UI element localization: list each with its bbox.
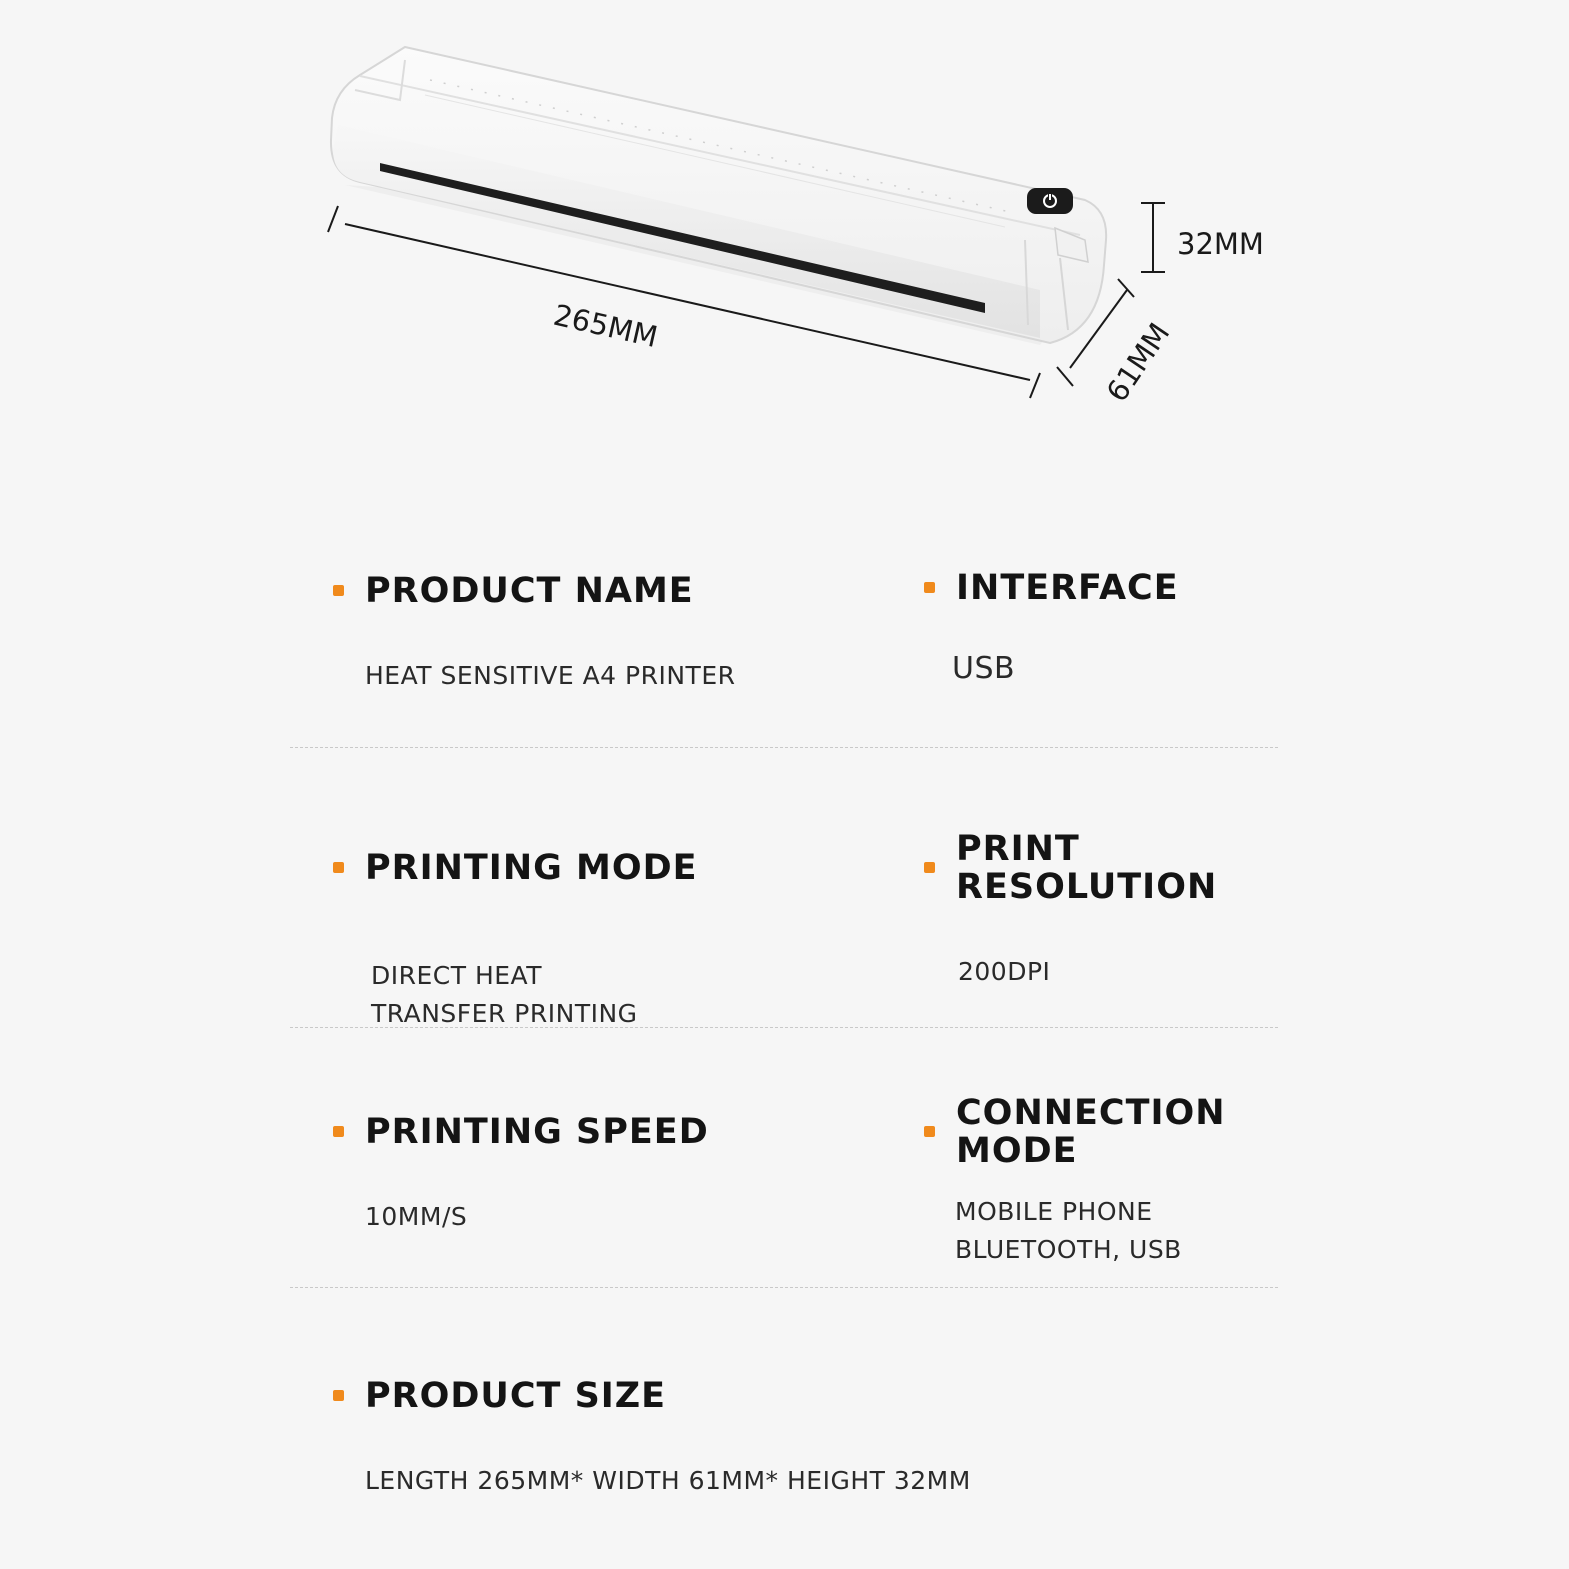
spec-value: USB <box>952 651 1016 686</box>
spec-title: INTERFACE <box>956 568 1179 608</box>
spec-title: CONNECTION MODE <box>956 1093 1226 1171</box>
spec-value: MOBILE PHONE BLUETOOTH, USB <box>955 1197 1182 1264</box>
spec-header <box>924 1094 1226 1170</box>
spec-value: LENGTH 265MM* WIDTH 61MM* HEIGHT 32MM <box>365 1466 971 1495</box>
spec-product-name <box>333 572 694 610</box>
printer-dimension-diagram <box>0 0 1569 470</box>
length-label: 265MM <box>550 297 661 355</box>
spec-value: 200DPI <box>958 957 1051 986</box>
bullet-icon <box>333 1126 344 1137</box>
spec-title: PRINTING MODE <box>365 848 698 888</box>
height-dimension <box>1141 203 1264 272</box>
spec-header <box>333 849 698 887</box>
spec-printing-mode <box>333 849 698 887</box>
printer-illustration <box>331 47 1106 345</box>
height-label: 32MM <box>1177 227 1264 261</box>
spec-header <box>333 1377 666 1415</box>
bullet-icon <box>924 582 935 593</box>
spec-connection-mode <box>924 1094 1226 1170</box>
spec-value: HEAT SENSITIVE A4 PRINTER <box>365 661 736 690</box>
spec-header <box>924 830 1217 906</box>
divider <box>290 1027 1278 1028</box>
spec-title: PRINT RESOLUTION <box>956 829 1218 907</box>
spec-printing-speed <box>333 1113 709 1151</box>
bullet-icon <box>333 862 344 873</box>
spec-header <box>924 569 1179 607</box>
spec-header <box>333 1113 709 1151</box>
bullet-icon <box>333 585 344 596</box>
spec-interface <box>924 569 1179 607</box>
bullet-icon <box>924 862 935 873</box>
power-button <box>1027 188 1073 214</box>
spec-title: PRINTING SPEED <box>365 1112 709 1152</box>
bullet-icon <box>924 1126 935 1137</box>
spec-print-resolution <box>924 830 1217 906</box>
spec-header <box>333 572 694 610</box>
spec-product-size <box>333 1377 666 1415</box>
spec-title: PRODUCT SIZE <box>365 1376 667 1416</box>
spec-value: 10MM/S <box>365 1202 468 1231</box>
divider <box>290 747 1278 748</box>
spec-title: PRODUCT NAME <box>365 571 694 611</box>
bullet-icon <box>333 1390 344 1401</box>
width-label: 61MM <box>1099 316 1177 408</box>
spec-value: DIRECT HEAT TRANSFER PRINTING <box>371 961 638 1028</box>
divider <box>290 1287 1278 1288</box>
